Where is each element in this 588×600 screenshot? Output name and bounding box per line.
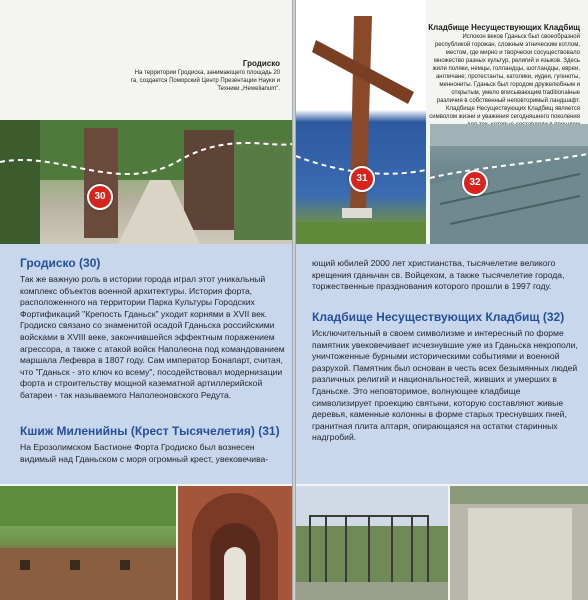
caption-text: Испокон веков Гданьск был своеобразной республикой горожан, сложным этническим котлом, местом, где мирно и творчески сосуществовало множество разных культур, религий и языков. Здесь жили поляки, немцы, голландцы, шотландцы, евреи, англичане; протестанты, католики, иудеи, гугеноты, меннониты. Гданьск был городом дружелюбным и открытым, умело вписывающим traditionalные различия в собственный неповторимый ландшафт. Кладбище Несуществующих Кладбищ является символом жизни и уважения сегодняшнего поколения: [429, 34, 580, 120]
cemetery-art: [430, 124, 588, 244]
fort-photo: [0, 486, 176, 600]
heading-cemetery: Кладбище Несуществующих Кладбищ (32): [312, 310, 565, 324]
cemetery-caption: [428, 22, 580, 137]
fort-photo-art: [0, 486, 176, 600]
heading-krzyz: Кшиж Миленийны (Крест Тысячелетия) (31): [20, 424, 280, 438]
memorial-stone-photo: [450, 486, 588, 600]
location-marker-30: 30: [87, 184, 113, 210]
location-marker-31: 31: [349, 166, 375, 192]
gate-art: [296, 486, 448, 600]
grodisko-paragraph: Так же важную роль в истории города играл этот уникальный комплекс объектов военной архитектуры. История форта, расположенного на территории Парка Культуры Городских Фортификаций "Крепость Гданьск" уходит корнями в XVII век. Гродиско связано со знаменитой осадой Гданьска российскими войсками в XVIII веке, закончившейся эффектным поражением агрессора, а также с атакой войск Наполеона под командованием маршала Лефевра в 1807 году. Сам император Бонапарт, считая, что "Гданьск - это ключ ко всему", посодействовал модернизации форта и строительству мощной казематной артиллерийской батареи - так называемого Наполеоновского Редута.: [20, 274, 285, 400]
left-page: [0, 0, 292, 600]
location-marker-32: 32: [462, 170, 488, 196]
grodisko-photo-art: [0, 120, 292, 244]
caption-text: На территории Гродиска, занимающего площадь 20 га, создается Поморский Центр Презентации Науки и Техники „Hewelianum".: [130, 70, 280, 92]
grodisko-caption: [128, 58, 280, 93]
cemetery-photo: [430, 124, 588, 244]
millennium-cross-photo: [296, 0, 426, 244]
right-page: [296, 0, 588, 600]
heading-grodisko: Гродиско (30): [20, 256, 101, 270]
arch-corridor-photo: [178, 486, 292, 600]
caption-title: Гродиско: [242, 59, 280, 68]
grodisko-photo: [0, 120, 292, 244]
krzyz-continuation: ющий юбилей 2000 лет христианства, тысячелетие великого крещения гданьчан св. Войцехом, а также тысячелетие города, торжественные празднования которого прошли в 1997 году.: [312, 258, 565, 292]
arch-photo-art: [178, 486, 292, 600]
caption-title: Кладбище Несуществующих Кладбищ: [428, 23, 580, 32]
cemetery-gate-photo: [296, 486, 448, 600]
krzyz-paragraph: На Ерозолимском Бастионе Форта Гродиско был вознесен видимый над Гданьском с моря огромный крест, увековечива-: [20, 442, 269, 464]
cemetery-paragraph: Исключительный в своем символизме и интересный по форме памятник увековечивает исчезнувшие уже из Гданьска некрополи, уничтоженные бурными историческими событиями и военной разрухой. Памятник был основан в честь всех безымянных людей различных религий и национальностей, живших и умерших в Гданьске. Это неповторимое, волнующее кладбище символизирует проекцию святыни, которую составляют живые деревья, каменные колонны в форме старых треснувших пней, гранитная плита алтаря, опирающаяся на остатки старинных надгробий.: [312, 328, 578, 443]
stone-art: [450, 486, 588, 600]
cross-art: [296, 0, 426, 244]
